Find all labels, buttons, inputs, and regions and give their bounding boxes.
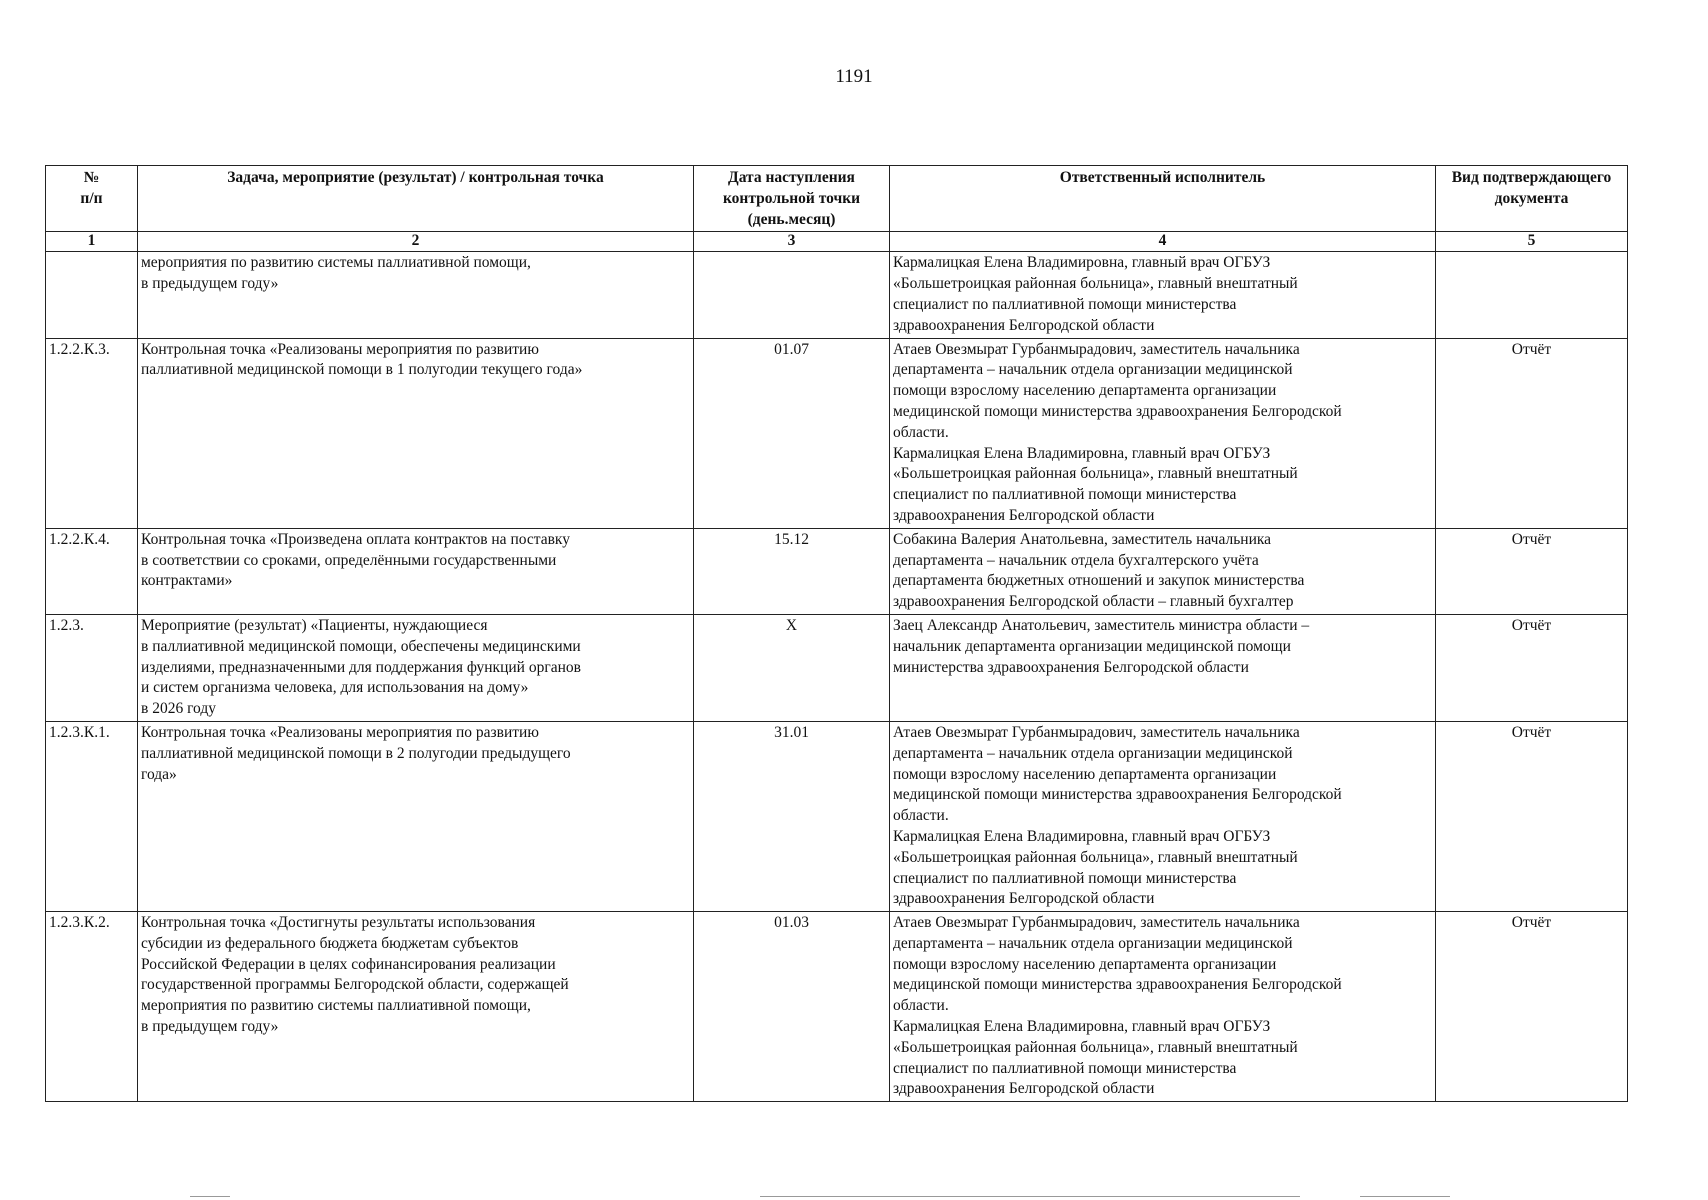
table-row: [46, 721, 1628, 911]
scan-artifact-line: [1360, 1196, 1450, 1197]
row-date: 01.03: [694, 912, 890, 1102]
table-row: [46, 614, 1628, 721]
row-task: Контрольная точка «Произведена оплата контрактов на поставку в соответствии со сроками, определёнными государственными контрактами»: [138, 528, 694, 614]
header-task: Задача, мероприятие (результат) / контрольная точка: [138, 166, 694, 232]
row-executor: Атаев Овезмырат Гурбанмырадович, заместитель начальника департамента – начальник отдела организации медицинской помощи взрослому населению департамента организации медицинской помощи министерства здравоохранения Белгородской области. Кармалицкая Елена Владимировна, главный врач ОГБУЗ «Большетроицкая районная больница», главный внештатный специалист по паллиативной помощи министерства здравоохранения Белгородской области: [890, 338, 1436, 528]
table-row: [46, 252, 1628, 338]
column-number: 5: [1436, 232, 1628, 252]
row-number: 1.2.3.: [46, 614, 138, 721]
row-date: [694, 252, 890, 338]
row-document: Отчёт: [1436, 614, 1628, 721]
row-document: Отчёт: [1436, 528, 1628, 614]
column-numbers-row: [46, 232, 1628, 252]
header-number: № п/п: [46, 166, 138, 232]
row-date: 31.01: [694, 721, 890, 911]
row-document: [1436, 252, 1628, 338]
table-row: [46, 528, 1628, 614]
header-document: Вид подтверждающего документа: [1436, 166, 1628, 232]
row-number: 1.2.2.К.3.: [46, 338, 138, 528]
row-task: мероприятия по развитию системы паллиативной помощи, в предыдущем году»: [138, 252, 694, 338]
row-executor: Атаев Овезмырат Гурбанмырадович, заместитель начальника департамента – начальник отдела организации медицинской помощи взрослому населению департамента организации медицинской помощи министерства здравоохранения Белгородской области. Кармалицкая Елена Владимировна, главный врач ОГБУЗ «Большетроицкая районная больница», главный внештатный специалист по паллиативной помощи министерства здравоохранения Белгородской области: [890, 721, 1436, 911]
column-number: 1: [46, 232, 138, 252]
table-header-row: [46, 166, 1628, 232]
row-number: 1.2.2.К.4.: [46, 528, 138, 614]
control-points-table: [45, 165, 1628, 1102]
scan-artifact-line: [760, 1196, 1300, 1197]
row-executor: Собакина Валерия Анатольевна, заместитель начальника департамента – начальник отдела бухгалтерского учёта департамента бюджетных отношений и закупок министерства здравоохранения Белгородской области – главный бухгалтер: [890, 528, 1436, 614]
row-date: 01.07: [694, 338, 890, 528]
row-task: Контрольная точка «Реализованы мероприятия по развитию паллиативной медицинской помощи в 1 полугодии текущего года»: [138, 338, 694, 528]
row-executor: Кармалицкая Елена Владимировна, главный врач ОГБУЗ «Большетроицкая районная больница», главный внештатный специалист по паллиативной помощи министерства здравоохранения Белгородской области: [890, 252, 1436, 338]
row-task: Контрольная точка «Достигнуты результаты использования субсидии из федерального бюджета бюджетам субъектов Российской Федерации в целях софинансирования реализации государственной программы Белгородской области, содержащей мероприятия по развитию системы паллиативной помощи, в предыдущем году»: [138, 912, 694, 1102]
row-date: X: [694, 614, 890, 721]
table-row: [46, 338, 1628, 528]
header-date: Дата наступления контрольной точки (день.месяц): [694, 166, 890, 232]
row-date: 15.12: [694, 528, 890, 614]
header-executor: Ответственный исполнитель: [890, 166, 1436, 232]
row-number: 1.2.3.К.2.: [46, 912, 138, 1102]
page-number: 1191: [835, 66, 873, 87]
row-task: Мероприятие (результат) «Пациенты, нуждающиеся в паллиативной медицинской помощи, обеспечены медицинскими изделиями, предназначенными для поддержания функций органов и систем организма человека, для использования на дому» в 2026 году: [138, 614, 694, 721]
row-document: Отчёт: [1436, 912, 1628, 1102]
row-document: Отчёт: [1436, 338, 1628, 528]
table-row: [46, 912, 1628, 1102]
row-number: 1.2.3.К.1.: [46, 721, 138, 911]
row-executor: Заец Александр Анатольевич, заместитель министра области – начальник департамента организации медицинской помощи министерства здравоохранения Белгородской области: [890, 614, 1436, 721]
row-executor: Атаев Овезмырат Гурбанмырадович, заместитель начальника департамента – начальник отдела организации медицинской помощи взрослому населению департамента организации медицинской помощи министерства здравоохранения Белгородской области. Кармалицкая Елена Владимировна, главный врач ОГБУЗ «Большетроицкая районная больница», главный внештатный специалист по паллиативной помощи министерства здравоохранения Белгородской области: [890, 912, 1436, 1102]
row-task: Контрольная точка «Реализованы мероприятия по развитию паллиативной медицинской помощи в 2 полугодии предыдущего года»: [138, 721, 694, 911]
row-number: [46, 252, 138, 338]
column-number: 2: [138, 232, 694, 252]
column-number: 4: [890, 232, 1436, 252]
scan-artifact-line: [190, 1196, 230, 1197]
column-number: 3: [694, 232, 890, 252]
row-document: Отчёт: [1436, 721, 1628, 911]
